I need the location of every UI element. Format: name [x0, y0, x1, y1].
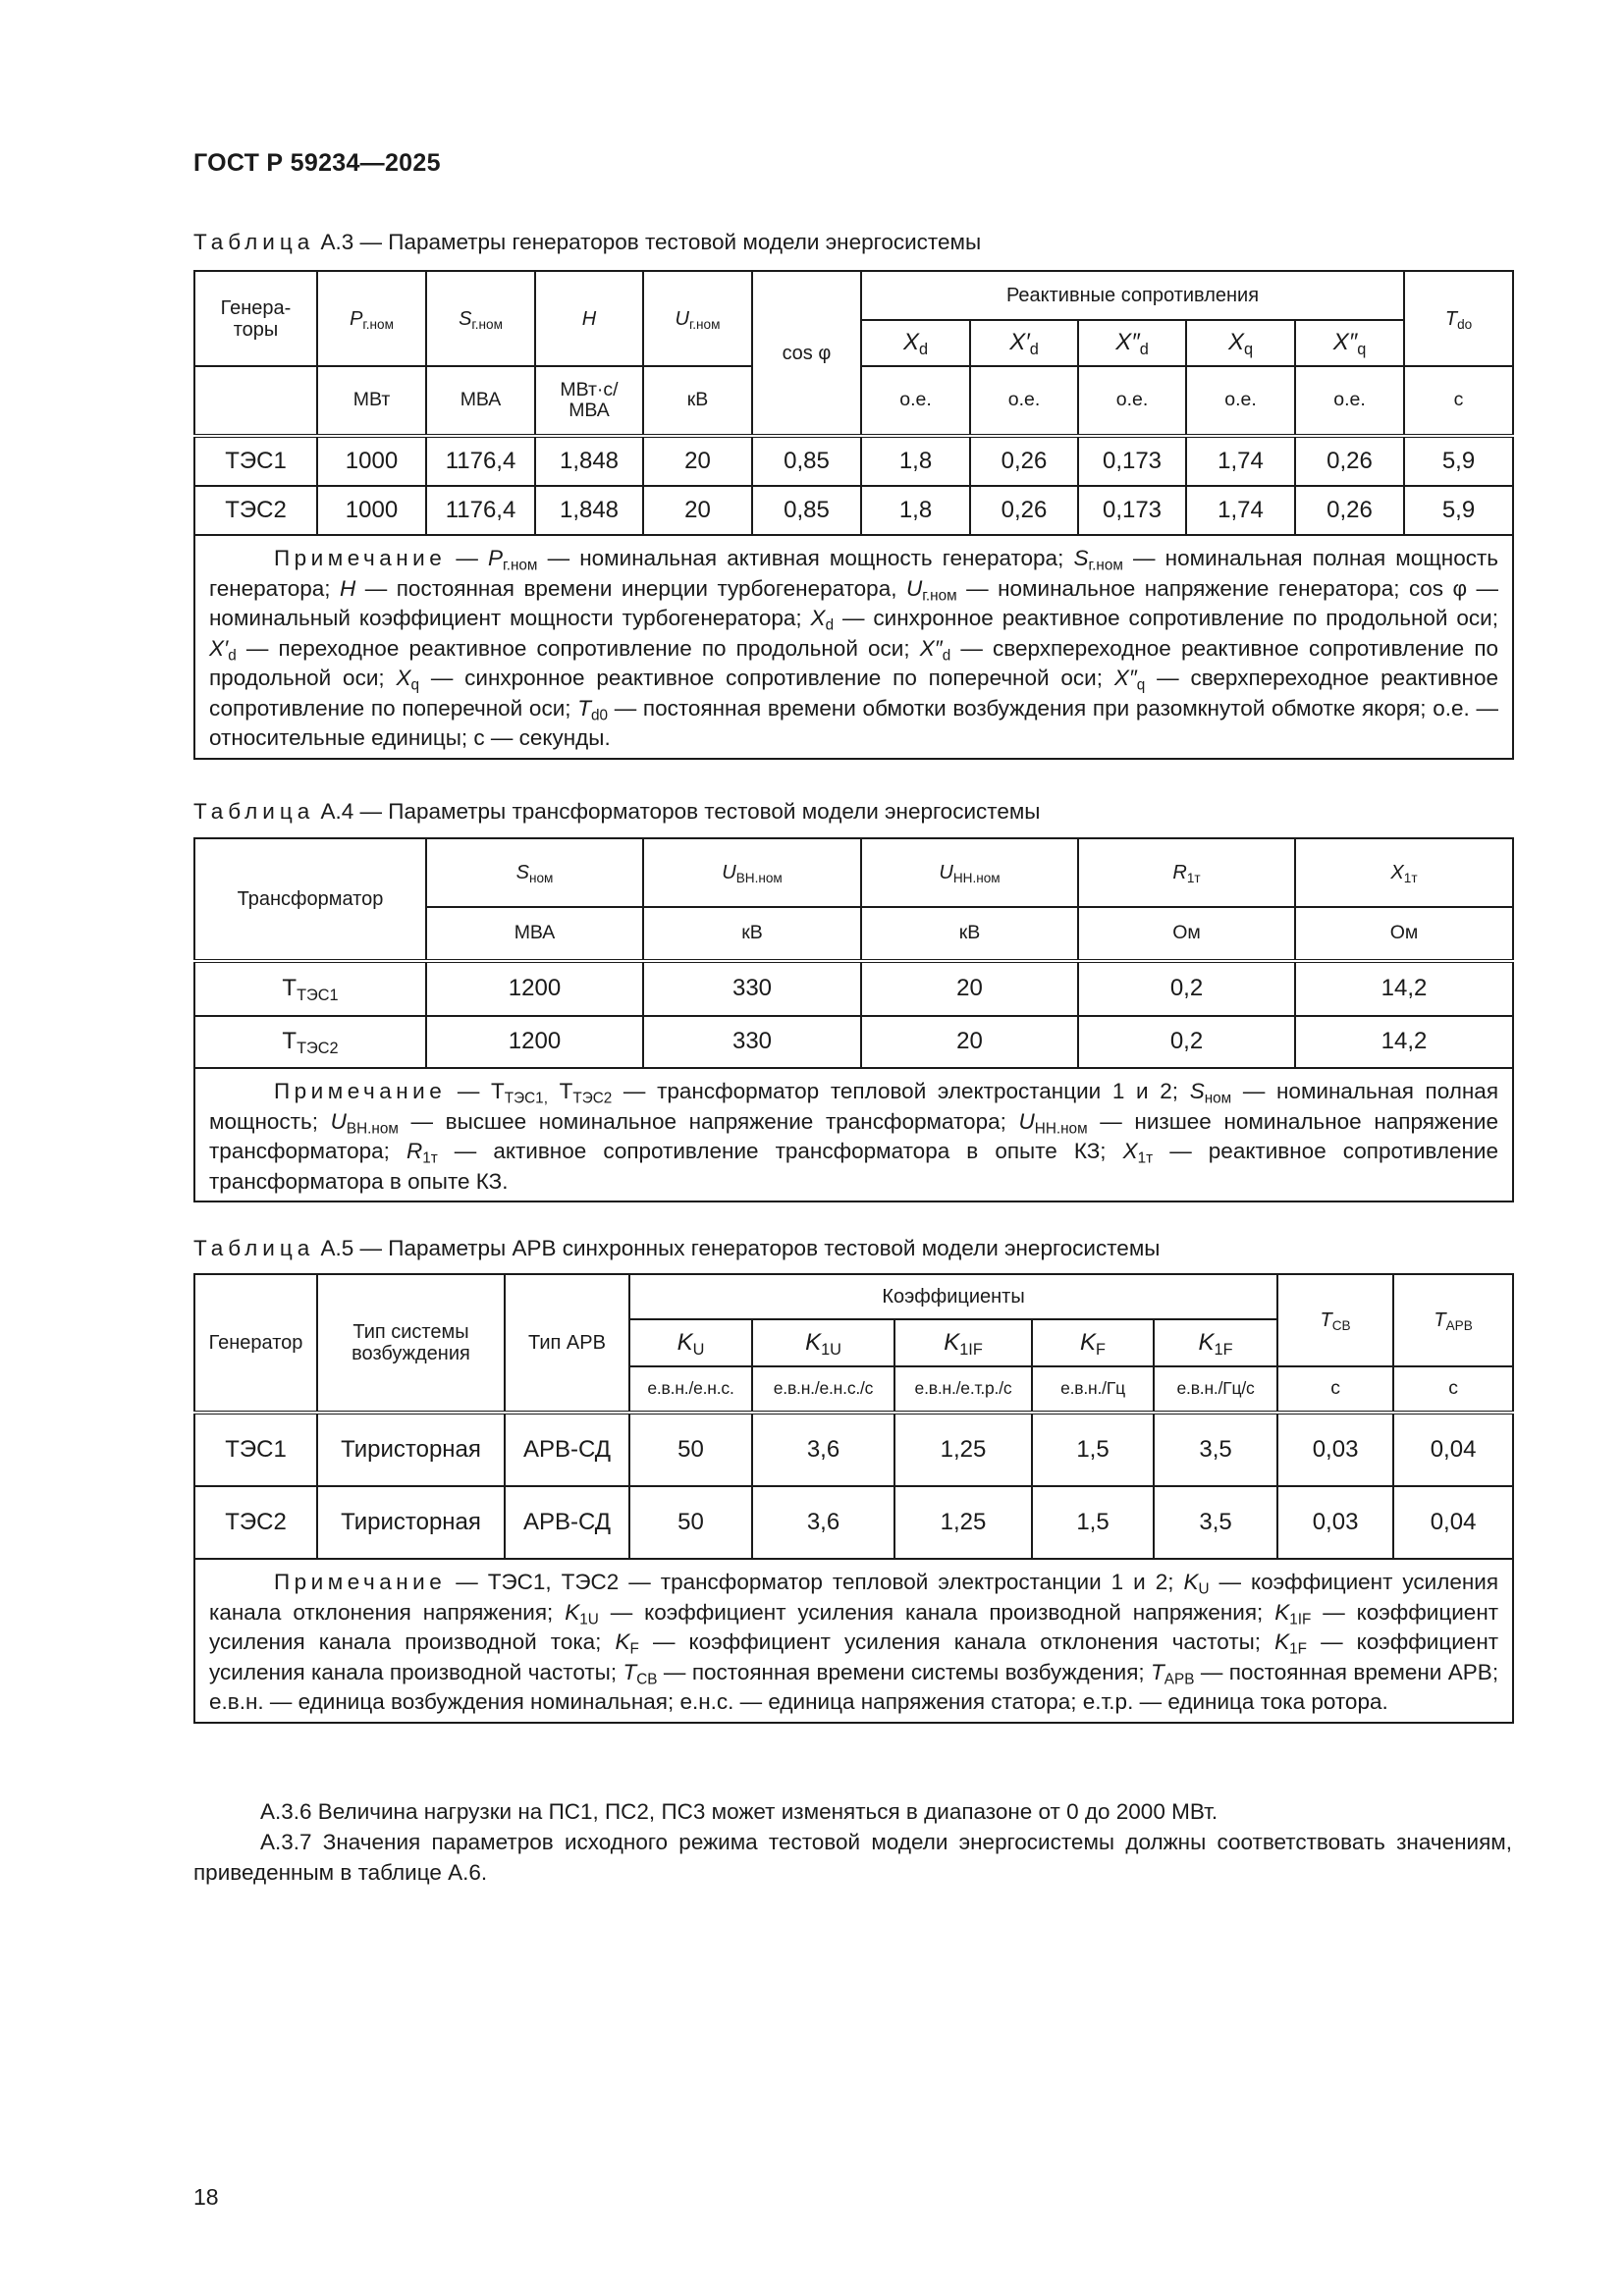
cell: 1,25 — [894, 1413, 1032, 1486]
table-a4-note: Примечание — $Т_{ТЭС1,}$ $Т_{ТЭС2}$ — трансформатор тепловой электростанции 1 и 2; $S_{ном}$ — номинальная полная мощность; $U_{ВН.ном}$ — высшее номинальное напряжение трансформатора; $U_{НН.ном}$ — низшее номинальное напряжение трансформатора; $R_{1т}$ — активное сопротивление трансформатора в опыте КЗ; $X_{1т}$ — реактивное сопротивление трансформатора в опыте КЗ. — [194, 1068, 1513, 1201]
cell: 1,848 — [535, 486, 643, 535]
col-u-lv: $U_{НН.ном}$ — [861, 838, 1078, 907]
col-transformer: Трансформатор — [194, 838, 426, 961]
unit-cell: е.в.н./е.т.р./с — [894, 1366, 1032, 1413]
col-xd-subtransient: $X''_d$ — [1078, 320, 1186, 366]
col-p-nom: $P_{г.ном}$ — [317, 271, 426, 366]
caption-text: А.3 — Параметры генераторов тестовой модели энергосистемы — [320, 230, 982, 254]
cell: ТЭС2 — [194, 486, 317, 535]
paragraph-a-3-6: А.3.6 Величина нагрузки на ПС1, ПС2, ПС3 может изменяться в диапазоне от 0 до 2000 МВт. — [260, 1799, 1218, 1824]
table-a4 — [193, 837, 1514, 1202]
table-row — [194, 1486, 1513, 1559]
units-empty — [194, 366, 317, 436]
col-k1f: $K_{1F}$ — [1154, 1319, 1277, 1366]
cell: 1,5 — [1032, 1486, 1154, 1559]
col-ku: $K_U$ — [629, 1319, 752, 1366]
cell: ТЭС2 — [194, 1486, 317, 1559]
col-r: $R_{1т}$ — [1078, 838, 1295, 907]
cell: 1200 — [426, 961, 643, 1016]
cell: 50 — [629, 1413, 752, 1486]
cell: 5,9 — [1404, 436, 1513, 486]
paragraph-a-3-7: А.3.7 Значения параметров исходного режима тестовой модели энергосистемы должны соответствовать значениям, приведенным в таблице А.6. — [193, 1830, 1512, 1885]
col-u-nom: $U_{г.ном}$ — [643, 271, 752, 366]
cell: 0,2 — [1078, 1016, 1295, 1068]
cell: 1200 — [426, 1016, 643, 1068]
col-s-nom: $S_{ном}$ — [426, 838, 643, 907]
table-a3-note: Примечание — $P_{г.ном}$ — номинальная активная мощность генератора; $S_{г.ном}$ — номинальная полная мощность генератора; H — постоянная времени инерции турбогенератора, $U_{г.ном}$ — номинальное напряжение генератора; cos φ — номинальный коэффициент мощности турбогенератора; $X_d$ — синхронное реактивное сопротивление по продольной оси; $X'_d$ — переходное реактивное сопротивление по продольной оси; $X''_d$ — сверхпереходное реактивное сопротивление по продольной оси; $X_q$ — синхронное реактивное сопротивление по поперечной оси; $X''_q$ — сверхпереходное реактивное сопротивление по поперечной оси; $T_{d0}$ — постоянная времени обмотки возбуждения при разомкнутой обмотке якоря; о.е. — относительные единицы; с — секунды. — [194, 535, 1513, 759]
cell: 1,74 — [1186, 436, 1295, 486]
unit-cell: о.е. — [1295, 366, 1404, 436]
cell: 1,8 — [861, 486, 970, 535]
unit-cell: кВ — [643, 907, 861, 961]
document-id: ГОСТ Р 59234—2025 — [193, 149, 441, 177]
cell: Тиристорная — [317, 1413, 505, 1486]
table-a4-caption — [193, 799, 1040, 825]
cell: 0,26 — [1295, 436, 1404, 486]
unit-cell: е.в.н./Гц — [1032, 1366, 1154, 1413]
cell: АРВ-СД — [505, 1486, 629, 1559]
col-generator: Генератор — [194, 1274, 317, 1413]
col-s-nom: $S_{г.ном}$ — [426, 271, 535, 366]
unit-cell: кВ — [643, 366, 752, 436]
col-t-sv: $T_{СВ}$ — [1277, 1274, 1393, 1366]
unit-cell: е.в.н./Гц/с — [1154, 1366, 1277, 1413]
cell: АРВ-СД — [505, 1413, 629, 1486]
unit-cell: е.в.н./е.н.с. — [629, 1366, 752, 1413]
cell: 1,848 — [535, 436, 643, 486]
unit-cell: МВА — [426, 907, 643, 961]
cell: 20 — [643, 436, 752, 486]
col-group-coefficients: Коэффициенты — [629, 1274, 1277, 1319]
col-k1if: $K_{1IF}$ — [894, 1319, 1032, 1366]
cell: 20 — [861, 961, 1078, 1016]
cell: 0,85 — [752, 436, 861, 486]
table-row — [194, 961, 1513, 1016]
cell: 0,26 — [1295, 486, 1404, 535]
col-generators: Генера- торы — [194, 271, 317, 366]
cell: 1,8 — [861, 436, 970, 486]
cell: 0,85 — [752, 486, 861, 535]
cell: $Т_{ТЭС1}$ — [194, 961, 426, 1016]
cell: 0,2 — [1078, 961, 1295, 1016]
cell: 330 — [643, 961, 861, 1016]
cell: 330 — [643, 1016, 861, 1068]
cell: 50 — [629, 1486, 752, 1559]
unit-cell: с — [1393, 1366, 1513, 1413]
col-kf: $K_F$ — [1032, 1319, 1154, 1366]
caption-text: А.5 — Параметры АРВ синхронных генераторов тестовой модели энергосистемы — [320, 1236, 1161, 1260]
col-xq: $X_q$ — [1186, 320, 1295, 366]
cell: 1,74 — [1186, 486, 1295, 535]
col-excitation-type: Тип системы возбуждения — [317, 1274, 505, 1413]
unit-cell: Ом — [1078, 907, 1295, 961]
cell: 1000 — [317, 436, 426, 486]
unit-cell: е.в.н./е.н.с./с — [752, 1366, 894, 1413]
unit-cell: МВА — [426, 366, 535, 436]
col-xq-subtransient: $X''_q$ — [1295, 320, 1404, 366]
cell: 0,03 — [1277, 1486, 1393, 1559]
table-a5-note: Примечание — ТЭС1, ТЭС2 — трансформатор тепловой электростанции 1 и 2; $K_U$ — коэффициент усиления канала отклонения напряжения; $K_{1U}$ — коэффициент усиления канала производной напряжения; $K_{1IF}$ — коэффициент усиления канала производной тока; $K_F$ — коэффициент усиления канала отклонения частоты; $K_{1F}$ — коэффициент усиления канала производной частоты; $T_{СВ}$ — постоянная времени системы возбуждения; $T_{АРВ}$ — постоянная времени АРВ; е.в.н. — единица возбуждения номинальная; е.н.с. — единица напряжения статора; е.т.р. — единица тока ротора. — [194, 1559, 1513, 1723]
cell: ТЭС1 — [194, 1413, 317, 1486]
col-t-arv: $T_{АРВ}$ — [1393, 1274, 1513, 1366]
cell: 0,26 — [970, 436, 1078, 486]
caption-lead: Таблица — [193, 1236, 315, 1260]
cell: 1,5 — [1032, 1413, 1154, 1486]
cell: 0,173 — [1078, 436, 1186, 486]
page-number: 18 — [193, 2184, 219, 2210]
table-row — [194, 436, 1513, 486]
cell: 14,2 — [1295, 961, 1513, 1016]
col-arv-type: Тип АРВ — [505, 1274, 629, 1413]
cell: 0,173 — [1078, 486, 1186, 535]
unit-cell: с — [1404, 366, 1513, 436]
unit-cell: МВт·с/ МВА — [535, 366, 643, 436]
table-a5-caption — [193, 1236, 1160, 1261]
cell: 3,6 — [752, 1486, 894, 1559]
table-a3 — [193, 270, 1514, 760]
table-row — [194, 486, 1513, 535]
cell: 0,03 — [1277, 1413, 1393, 1486]
cell: $Т_{ТЭС2}$ — [194, 1016, 426, 1068]
col-xd: $X_d$ — [861, 320, 970, 366]
col-u-hv: $U_{ВН.ном}$ — [643, 838, 861, 907]
caption-lead: Таблица — [193, 230, 315, 254]
unit-cell: о.е. — [970, 366, 1078, 436]
cell: ТЭС1 — [194, 436, 317, 486]
unit-cell: о.е. — [1078, 366, 1186, 436]
cell: 0,26 — [970, 486, 1078, 535]
table-a3-caption — [193, 230, 981, 255]
col-k1u: $K_{1U}$ — [752, 1319, 894, 1366]
cell: 3,5 — [1154, 1486, 1277, 1559]
cell: 1,25 — [894, 1486, 1032, 1559]
cell: 1000 — [317, 486, 426, 535]
table-row — [194, 1016, 1513, 1068]
cell: 0,04 — [1393, 1413, 1513, 1486]
cell: 3,5 — [1154, 1413, 1277, 1486]
cell: 0,04 — [1393, 1486, 1513, 1559]
unit-cell: о.е. — [861, 366, 970, 436]
cell: 20 — [861, 1016, 1078, 1068]
col-cos-phi: cos φ — [752, 271, 861, 436]
cell: 1176,4 — [426, 436, 535, 486]
table-row — [194, 1413, 1513, 1486]
unit-cell: кВ — [861, 907, 1078, 961]
unit-cell: Ом — [1295, 907, 1513, 961]
cell: 3,6 — [752, 1413, 894, 1486]
cell: 1176,4 — [426, 486, 535, 535]
cell: 14,2 — [1295, 1016, 1513, 1068]
cell: 5,9 — [1404, 486, 1513, 535]
unit-cell: МВт — [317, 366, 426, 436]
col-xd-transient: $X'_d$ — [970, 320, 1078, 366]
unit-cell: с — [1277, 1366, 1393, 1413]
caption-text: А.4 — Параметры трансформаторов тестовой модели энергосистемы — [320, 799, 1041, 824]
col-h: H — [535, 271, 643, 366]
caption-lead: Таблица — [193, 799, 315, 824]
unit-cell: о.е. — [1186, 366, 1295, 436]
col-tdo: $T_{do}$ — [1404, 271, 1513, 366]
col-group-reactances: Реактивные сопротивления — [861, 271, 1404, 320]
table-a5 — [193, 1273, 1514, 1724]
col-x: $X_{1т}$ — [1295, 838, 1513, 907]
cell: Тиристорная — [317, 1486, 505, 1559]
cell: 20 — [643, 486, 752, 535]
